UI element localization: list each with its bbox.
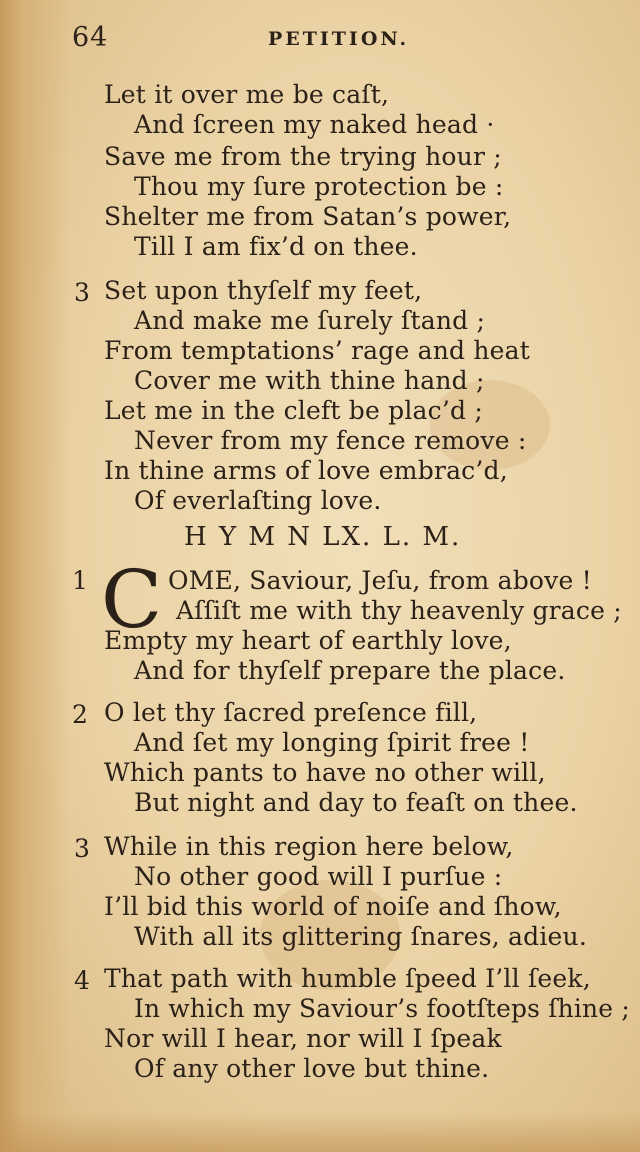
verse-line: O let thy ſacred preſence fill, bbox=[104, 698, 478, 727]
verse-line: And make me ſurely ſtand ; bbox=[134, 306, 486, 335]
verse-line: Thou my ſure protection be : bbox=[134, 172, 504, 201]
verse-line: Of any other love but thine. bbox=[134, 1054, 490, 1083]
drop-cap: C bbox=[101, 553, 163, 646]
verse-line: Never from my fence remove : bbox=[134, 426, 527, 455]
stanza-number: 3 bbox=[74, 834, 90, 863]
verse-line: And ſcreen my naked head · bbox=[134, 110, 495, 139]
verse-line: Till I am fix’d on thee. bbox=[134, 232, 418, 261]
verse-line: Save me from the trying hour ; bbox=[104, 142, 502, 171]
verse-line: Cover me with thine hand ; bbox=[134, 366, 485, 395]
stanza-number: 4 bbox=[74, 966, 90, 995]
verse-line: From temptations’ rage and heat bbox=[104, 336, 531, 365]
verse-line: No other good will I purſue : bbox=[134, 862, 503, 891]
verse-line: OME, Saviour, Jeſu, from above ! bbox=[168, 566, 592, 595]
verse-line: While in this region here below, bbox=[104, 832, 514, 861]
verse-line: Let it over me be caſt, bbox=[104, 80, 390, 109]
verse-line: In which my Saviour’s footſteps ſhine ; bbox=[134, 994, 630, 1023]
verse-line: But night and day to feaſt on thee. bbox=[134, 788, 578, 817]
verse-line: With all its glittering ſnares, adieu. bbox=[134, 922, 587, 951]
verse-line: Nor will I hear, nor will I ſpeak bbox=[104, 1024, 502, 1053]
page-bottom-shadow bbox=[0, 1112, 640, 1152]
verse-line: Let me in the cleft be plac’d ; bbox=[104, 396, 483, 425]
verse-line: In thine arms of love embrac’d, bbox=[104, 456, 508, 485]
verse-line: Set upon thyſelf my feet, bbox=[104, 276, 423, 305]
verse-line: Of everlaſting love. bbox=[134, 486, 382, 515]
running-head: PETITION. bbox=[268, 28, 410, 50]
stanza-number: 3 bbox=[74, 278, 90, 307]
page-number: 64 bbox=[72, 22, 109, 53]
verse-line: I’ll bid this world of noiſe and ſhow, bbox=[104, 892, 562, 921]
page-edge-shadow bbox=[0, 0, 70, 1152]
verse-line: Aſſiſt me with thy heavenly grace ; bbox=[176, 596, 622, 625]
verse-line: Which pants to have no other will, bbox=[104, 758, 546, 787]
hymn-title: H Y M N LX. L. M. bbox=[184, 522, 462, 552]
verse-line: And ſet my longing ſpirit free ! bbox=[134, 728, 530, 757]
verse-line: Shelter me from Satan’s power, bbox=[104, 202, 512, 231]
stanza-number: 1 bbox=[72, 566, 88, 595]
verse-line: That path with humble ſpeed I’ll ſeek, bbox=[104, 964, 591, 993]
verse-line: And for thyſelf prepare the place. bbox=[134, 656, 566, 685]
stanza-number: 2 bbox=[72, 700, 88, 729]
verse-line: Empty my heart of earthly love, bbox=[104, 626, 512, 655]
